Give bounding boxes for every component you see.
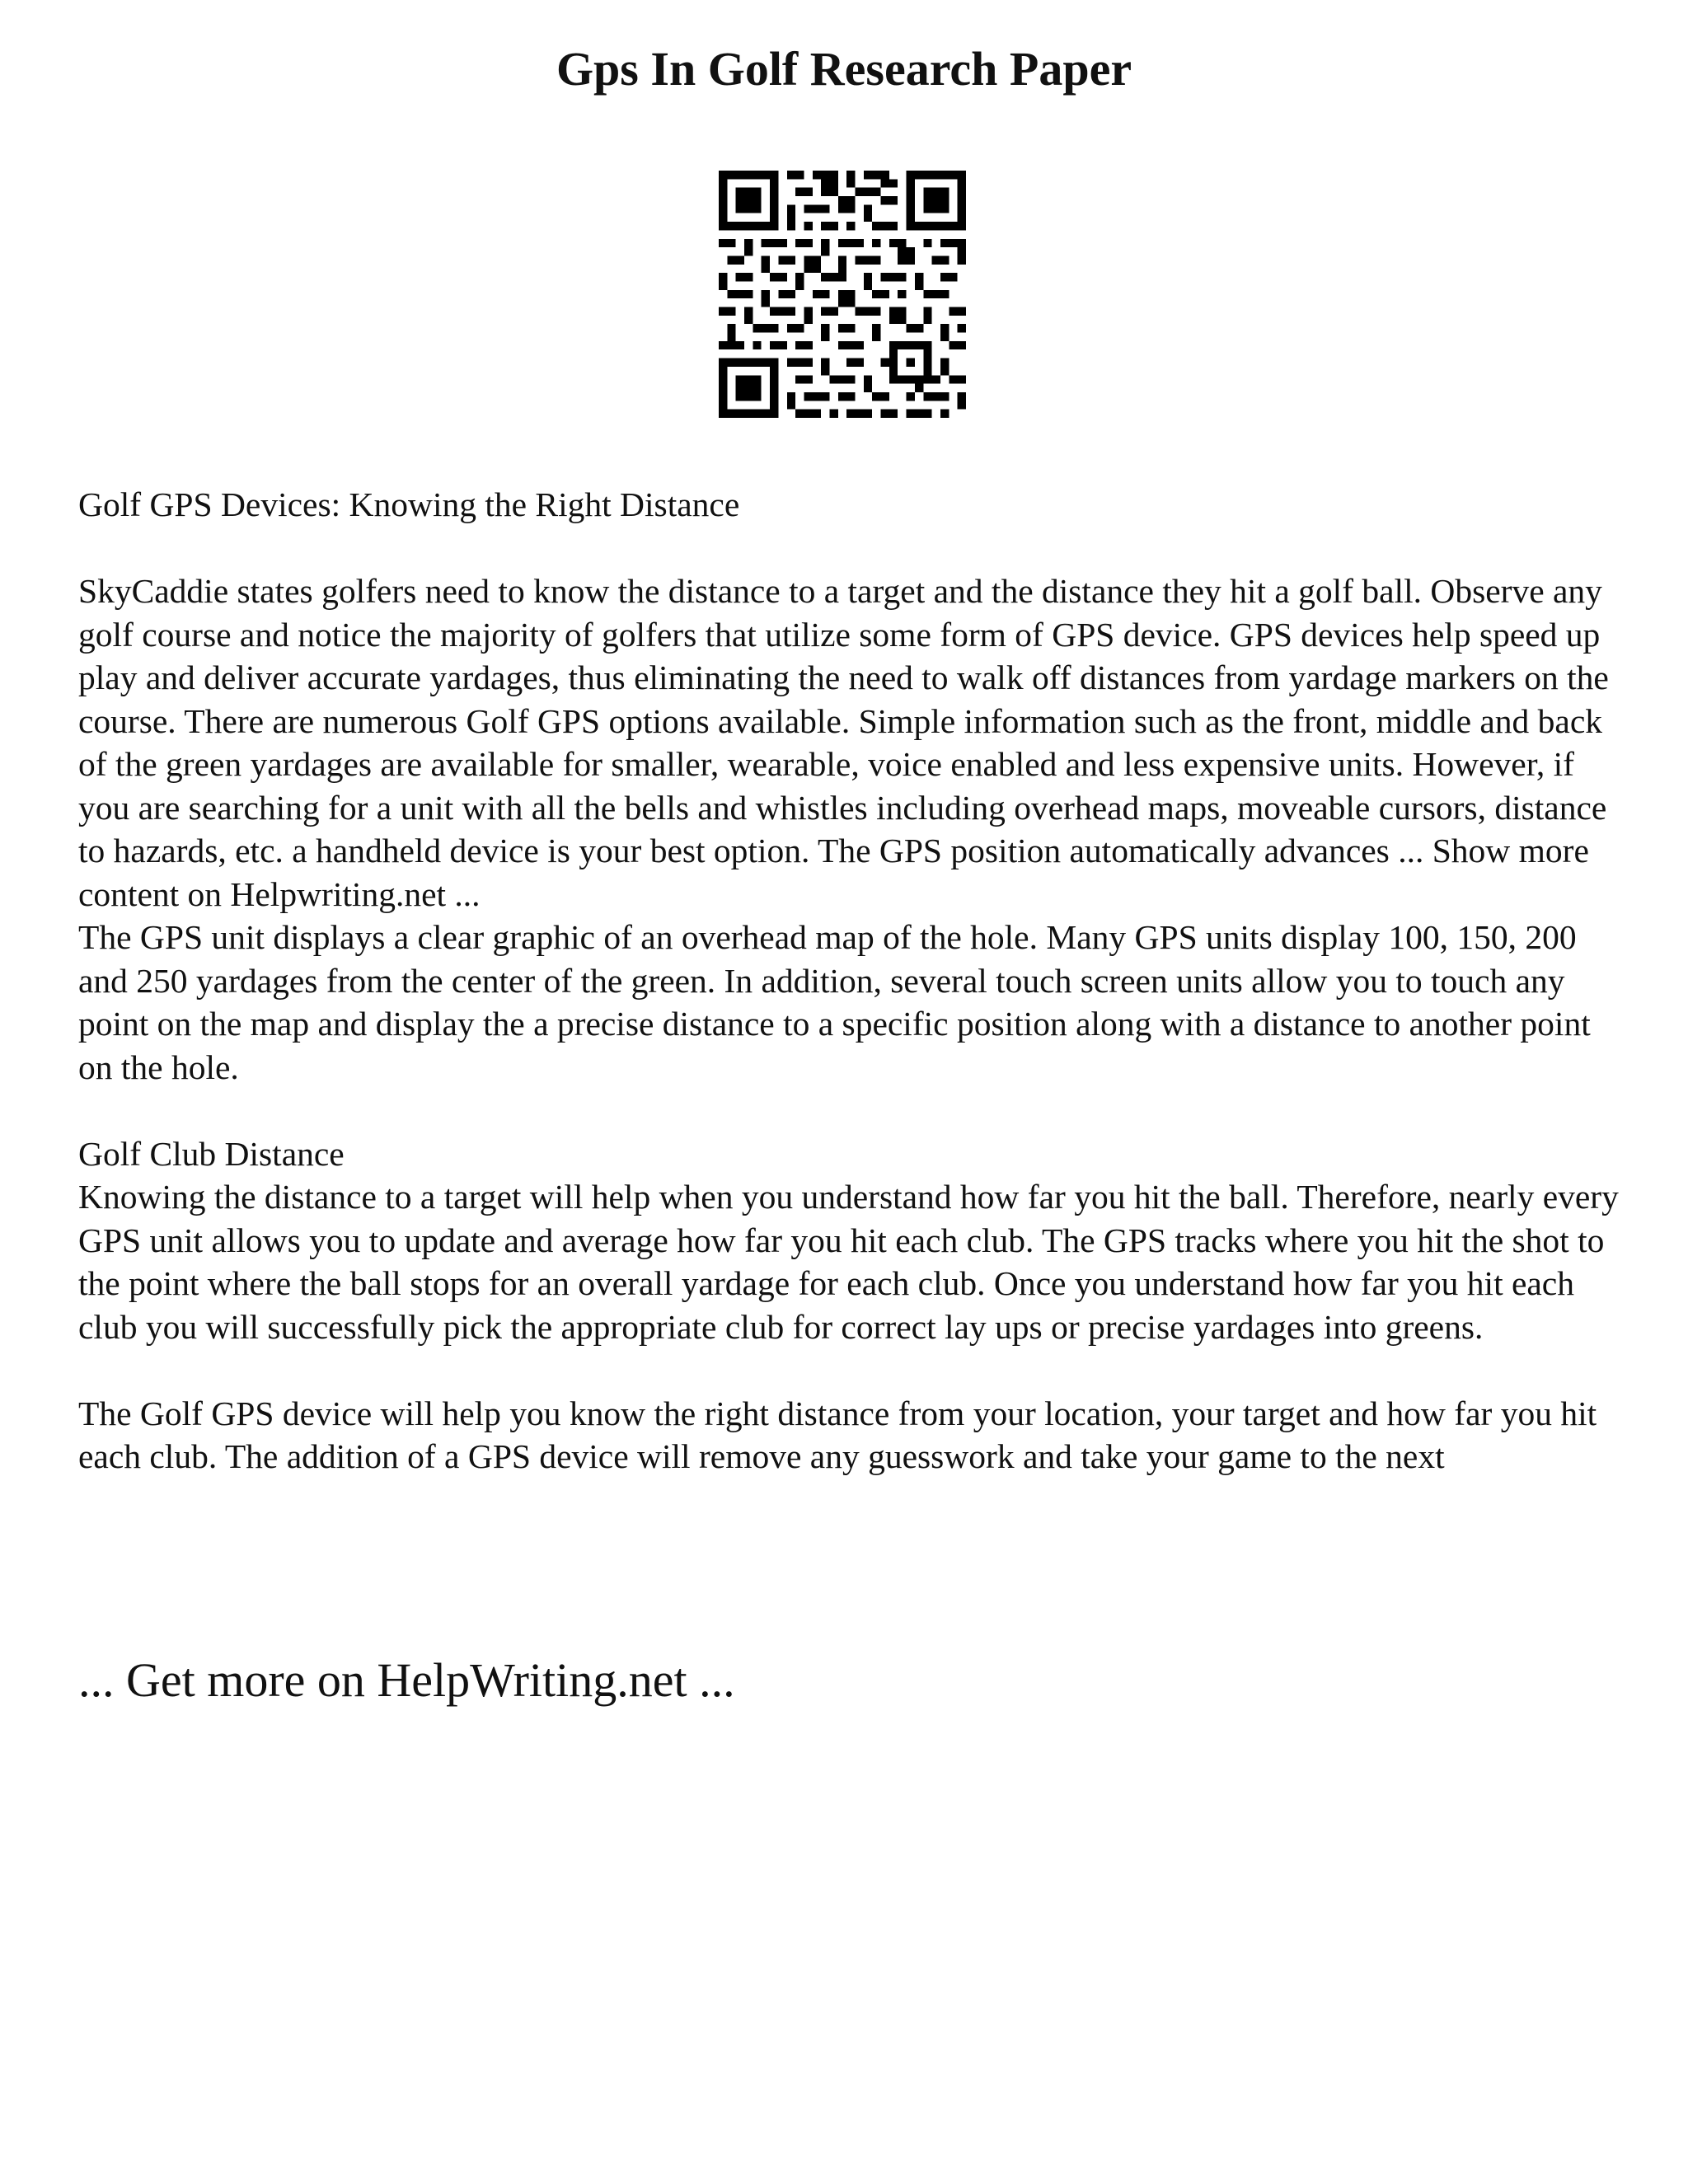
paragraph-club-distance: Knowing the distance to a target will help when you understand how far you hit the ball. Therefore, nearly every GPS unit allows you to update and average how far you hit each club. The GPS tracks where you hit the shot to the point where the ball stops for an overall yardage for each club. Once you understand how far you hit each club you will successfully pick the appropriate club for correct lay ups or precise yardages into greens. <box>78 1178 1619 1346</box>
section-heading-club-distance: Golf Club Distance <box>78 1134 345 1173</box>
section-heading-gps-devices: Golf GPS Devices: Knowing the Right Distance <box>78 485 740 523</box>
paragraph-intro: SkyCaddie states golfers need to know the distance to a target and the distance they hit a golf ball. Observe any golf course and notice the majority of golfers that utilize some form of GPS device. GPS devices help speed up play and deliver accurate yardages, thus eliminating the need to walk off distances from yardage markers on the course. There are numerous Golf GPS options available. Simple information such as the front, middle and back of the green yardages are available for smaller, wearable, voice enabled and less expensive units. However, if you are searching for a unit with all the bells and whistles including overhead maps, moveable cursors, distance to hazards, etc. a handheld device is your best option. The GPS position automatically advances ... Show more content on Helpwriting.net ... <box>78 572 1609 913</box>
get-more-link[interactable]: ... Get more on HelpWriting.net ... <box>78 1653 735 1707</box>
page-title: Gps In Golf Research Paper <box>556 42 1132 96</box>
article-body <box>78 483 1628 1479</box>
paragraph-conclusion: The Golf GPS device will help you know the right distance from your location, your target and how far you hit each club. The addition of a GPS device will remove any guesswork and take your game to the next <box>78 1394 1597 1475</box>
qr-code-icon <box>719 171 966 418</box>
paragraph-gps-unit: The GPS unit displays a clear graphic of an overhead map of the hole. Many GPS units display 100, 150, 200 and 250 yardages from the center of the green. In addition, several touch screen units allow you to touch any point on the map and display the a precise distance to a specific position along with a distance to another point on the hole. <box>78 918 1591 1086</box>
